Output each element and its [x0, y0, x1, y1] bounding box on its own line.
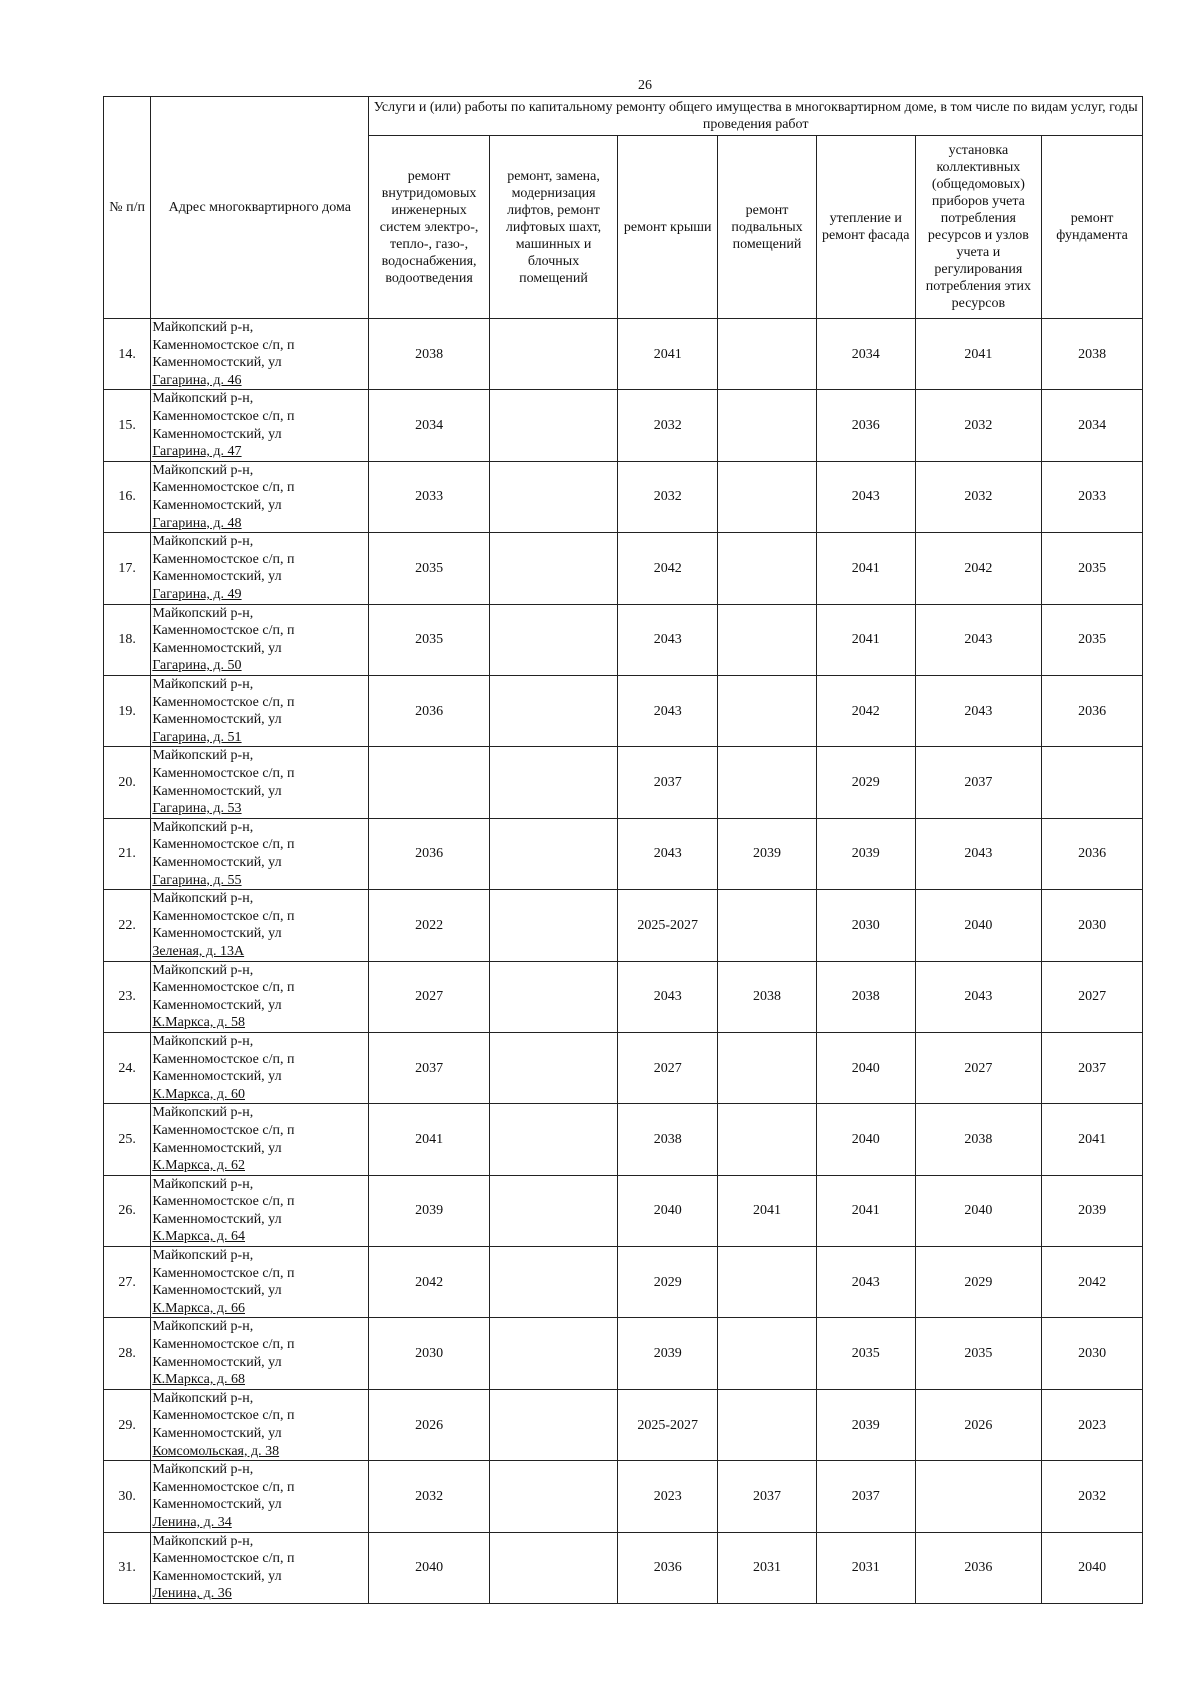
address-cell: [151, 1318, 369, 1389]
address-line: Майкопский р-н,: [152, 1390, 254, 1406]
cell-elevators: [489, 890, 618, 961]
cell-elevators: [489, 747, 618, 818]
table-row: [104, 747, 1143, 818]
row-number: 16.: [104, 461, 151, 532]
address-line: Майкопский р-н,: [152, 391, 254, 407]
address-line: Каменномостское с/п, п: [152, 1265, 295, 1281]
cell-facade: 2034: [816, 319, 915, 390]
address-line: Каменномостский, ул: [152, 854, 282, 870]
cell-meters: 2037: [915, 747, 1042, 818]
cell-meters: 2038: [915, 1104, 1042, 1175]
row-number: 15.: [104, 390, 151, 461]
cell-basement: [718, 319, 817, 390]
table-row: [104, 1532, 1143, 1603]
cell-basement: [718, 890, 817, 961]
address-line: Каменномостский, ул: [152, 497, 282, 513]
address-cell: [151, 390, 369, 461]
cell-foundation: 2042: [1042, 1247, 1143, 1318]
row-number: 19.: [104, 675, 151, 746]
address-line: Майкопский р-н,: [152, 962, 254, 978]
address-line: Каменномостское с/п, п: [152, 480, 295, 496]
cell-foundation: 2039: [1042, 1175, 1143, 1246]
address-line: Майкопский р-н,: [152, 748, 254, 764]
header-col-basement: ремонт подвальных помещений: [718, 136, 817, 319]
cell-engineering: 2040: [369, 1532, 489, 1603]
address-cell: [151, 461, 369, 532]
cell-meters: 2035: [915, 1318, 1042, 1389]
address-line: Зеленая, д. 13А: [152, 943, 245, 959]
table-row: [104, 1032, 1143, 1103]
cell-facade: 2036: [816, 390, 915, 461]
cell-elevators: [489, 818, 618, 889]
cell-foundation: 2023: [1042, 1389, 1143, 1460]
address-line: Каменномостское с/п, п: [152, 694, 295, 710]
cell-facade: 2039: [816, 818, 915, 889]
address-line: Каменномостский, ул: [152, 712, 282, 728]
cell-meters: 2042: [915, 533, 1042, 604]
cell-basement: [718, 1389, 817, 1460]
cell-meters: 2032: [915, 461, 1042, 532]
cell-engineering: 2022: [369, 890, 489, 961]
cell-elevators: [489, 604, 618, 675]
address-line: Каменномостское с/п, п: [152, 337, 295, 353]
address-cell: [151, 1461, 369, 1532]
address-line: К.Маркса, д. 66: [152, 1300, 245, 1316]
address-line: Майкопский р-н,: [152, 676, 254, 692]
cell-meters: 2043: [915, 818, 1042, 889]
cell-elevators: [489, 533, 618, 604]
address-line: Каменномостский, ул: [152, 1426, 282, 1442]
cell-elevators: [489, 390, 618, 461]
cell-meters: 2043: [915, 604, 1042, 675]
cell-meters: 2043: [915, 675, 1042, 746]
address-line: Каменномостское с/п, п: [152, 1337, 295, 1353]
address-cell: [151, 319, 369, 390]
address-line: Каменномостское с/п, п: [152, 980, 295, 996]
address-line: Гагарина, д. 49: [152, 586, 242, 602]
address-line: Каменномостский, ул: [152, 569, 282, 585]
cell-facade: 2031: [816, 1532, 915, 1603]
address-line: Каменномостский, ул: [152, 355, 282, 371]
address-line: К.Маркса, д. 64: [152, 1229, 245, 1245]
cell-roof: 2043: [618, 604, 718, 675]
cell-roof: 2040: [618, 1175, 718, 1246]
cell-engineering: [369, 747, 489, 818]
header-col-roof: ремонт крыши: [618, 136, 718, 319]
cell-basement: [718, 1104, 817, 1175]
row-number: 29.: [104, 1389, 151, 1460]
header-col-facade: утепление и ремонт фасада: [816, 136, 915, 319]
cell-roof: 2041: [618, 319, 718, 390]
cell-engineering: 2036: [369, 818, 489, 889]
cell-roof: 2025-2027: [618, 1389, 718, 1460]
cell-foundation: 2036: [1042, 818, 1143, 889]
address-line: Майкопский р-н,: [152, 462, 254, 478]
header-col-elevators: ремонт, замена, модернизация лифтов, ремонт лифтовых шахт, машинных и блочных помещений: [489, 136, 618, 319]
table-row: [104, 319, 1143, 390]
table-row: [104, 675, 1143, 746]
cell-meters: [915, 1461, 1042, 1532]
address-line: Гагарина, д. 51: [152, 729, 242, 745]
address-line: К.Маркса, д. 68: [152, 1372, 245, 1388]
address-line: Комсомольская, д. 38: [152, 1443, 280, 1459]
cell-basement: 2037: [718, 1461, 817, 1532]
cell-elevators: [489, 319, 618, 390]
cell-basement: 2039: [718, 818, 817, 889]
header-address: Адрес многоквартирного дома: [151, 97, 369, 319]
cell-basement: [718, 604, 817, 675]
cell-roof: 2032: [618, 390, 718, 461]
address-line: Майкопский р-н,: [152, 605, 254, 621]
address-line: Каменномостский, ул: [152, 640, 282, 656]
address-line: Майкопский р-н,: [152, 1033, 254, 1049]
cell-roof: 2043: [618, 961, 718, 1032]
cell-basement: [718, 747, 817, 818]
address-line: Каменномостский, ул: [152, 426, 282, 442]
table-row: [104, 890, 1143, 961]
address-cell: [151, 533, 369, 604]
cell-roof: 2042: [618, 533, 718, 604]
header-col-foundation: ремонт фундамента: [1042, 136, 1143, 319]
address-line: Гагарина, д. 48: [152, 515, 242, 531]
header-services-group: Услуги и (или) работы по капитальному ремонту общего имущества в многоквартирном доме, в том числе по видам услуг, годы проведения работ: [369, 97, 1143, 136]
cell-foundation: 2033: [1042, 461, 1143, 532]
cell-facade: 2041: [816, 1175, 915, 1246]
cell-foundation: 2035: [1042, 604, 1143, 675]
address-line: Гагарина, д. 55: [152, 872, 242, 888]
cell-roof: 2037: [618, 747, 718, 818]
cell-basement: 2041: [718, 1175, 817, 1246]
cell-basement: [718, 461, 817, 532]
table-row: [104, 1175, 1143, 1246]
address-cell: [151, 1032, 369, 1103]
cell-engineering: 2041: [369, 1104, 489, 1175]
cell-facade: 2040: [816, 1104, 915, 1175]
address-line: Каменномостское с/п, п: [152, 765, 295, 781]
table-row: [104, 1247, 1143, 1318]
cell-elevators: [489, 1389, 618, 1460]
cell-engineering: 2035: [369, 604, 489, 675]
row-number: 18.: [104, 604, 151, 675]
cell-engineering: 2037: [369, 1032, 489, 1103]
address-line: Гагарина, д. 46: [152, 372, 242, 388]
cell-meters: 2040: [915, 890, 1042, 961]
address-line: Майкопский р-н,: [152, 320, 254, 336]
cell-facade: 2029: [816, 747, 915, 818]
address-line: Ленина, д. 34: [152, 1515, 232, 1531]
cell-engineering: 2042: [369, 1247, 489, 1318]
cell-basement: [718, 533, 817, 604]
header-col-engineering: ремонт внутридомовых инженерных систем электро-, тепло-, газо-, водоснабжения, водоотведения: [369, 136, 489, 319]
cell-engineering: 2030: [369, 1318, 489, 1389]
address-line: Майкопский р-н,: [152, 1533, 254, 1549]
cell-elevators: [489, 1175, 618, 1246]
address-line: Каменномостское с/п, п: [152, 1051, 295, 1067]
address-line: Каменномостский, ул: [152, 1354, 282, 1370]
cell-foundation: 2027: [1042, 961, 1143, 1032]
cell-engineering: 2035: [369, 533, 489, 604]
address-line: Каменномостский, ул: [152, 1140, 282, 1156]
address-line: Майкопский р-н,: [152, 819, 254, 835]
address-line: Каменномостский, ул: [152, 997, 282, 1013]
cell-elevators: [489, 961, 618, 1032]
header-col-meters: установка коллективных (общедомовых) приборов учета потребления ресурсов и узлов учета и регулирования потребления этих ресурсов: [915, 136, 1042, 319]
address-line: Майкопский р-н,: [152, 534, 254, 550]
cell-foundation: 2030: [1042, 890, 1143, 961]
address-cell: [151, 1247, 369, 1318]
cell-elevators: [489, 1104, 618, 1175]
cell-elevators: [489, 1247, 618, 1318]
address-cell: [151, 1389, 369, 1460]
table-row: [104, 1461, 1143, 1532]
cell-meters: 2032: [915, 390, 1042, 461]
page-number: 26: [638, 78, 652, 93]
table-row: [104, 604, 1143, 675]
capital-repair-table: [103, 96, 1143, 1604]
address-cell: [151, 747, 369, 818]
address-line: Майкопский р-н,: [152, 1319, 254, 1335]
cell-roof: 2043: [618, 675, 718, 746]
cell-roof: 2039: [618, 1318, 718, 1389]
address-line: Каменномостское с/п, п: [152, 1122, 295, 1138]
address-line: К.Маркса, д. 58: [152, 1015, 245, 1031]
cell-engineering: 2033: [369, 461, 489, 532]
cell-facade: 2037: [816, 1461, 915, 1532]
address-cell: [151, 604, 369, 675]
table-body: [104, 319, 1143, 1604]
cell-facade: 2030: [816, 890, 915, 961]
address-line: Майкопский р-н,: [152, 1105, 254, 1121]
table-row: [104, 390, 1143, 461]
cell-basement: [718, 390, 817, 461]
cell-elevators: [489, 461, 618, 532]
cell-foundation: 2041: [1042, 1104, 1143, 1175]
address-line: Каменномостский, ул: [152, 1069, 282, 1085]
cell-facade: 2043: [816, 1247, 915, 1318]
address-line: Каменномостское с/п, п: [152, 1479, 295, 1495]
address-line: Каменномостский, ул: [152, 1497, 282, 1513]
cell-engineering: 2038: [369, 319, 489, 390]
address-line: Каменномостское с/п, п: [152, 1408, 295, 1424]
address-line: К.Маркса, д. 62: [152, 1158, 245, 1174]
address-line: Каменномостский, ул: [152, 783, 282, 799]
address-line: Каменномостский, ул: [152, 926, 282, 942]
cell-engineering: 2034: [369, 390, 489, 461]
address-line: Гагарина, д. 50: [152, 658, 242, 674]
cell-meters: 2036: [915, 1532, 1042, 1603]
row-number: 23.: [104, 961, 151, 1032]
table-row: [104, 533, 1143, 604]
address-line: Каменномостское с/п, п: [152, 908, 295, 924]
address-line: Каменномостский, ул: [152, 1283, 282, 1299]
cell-facade: 2041: [816, 604, 915, 675]
cell-facade: 2038: [816, 961, 915, 1032]
cell-meters: 2043: [915, 961, 1042, 1032]
address-line: Каменномостское с/п, п: [152, 1194, 295, 1210]
address-cell: [151, 818, 369, 889]
cell-elevators: [489, 1318, 618, 1389]
address-line: Майкопский р-н,: [152, 891, 254, 907]
cell-roof: 2025-2027: [618, 890, 718, 961]
cell-roof: 2027: [618, 1032, 718, 1103]
cell-facade: 2043: [816, 461, 915, 532]
address-cell: [151, 1104, 369, 1175]
cell-basement: 2031: [718, 1532, 817, 1603]
cell-foundation: 2038: [1042, 319, 1143, 390]
address-line: Майкопский р-н,: [152, 1462, 254, 1478]
row-number: 17.: [104, 533, 151, 604]
cell-foundation: 2036: [1042, 675, 1143, 746]
address-line: Каменномостское с/п, п: [152, 623, 295, 639]
table-row: [104, 461, 1143, 532]
table-row: [104, 1389, 1143, 1460]
header-num: № п/п: [104, 97, 151, 319]
cell-facade: 2042: [816, 675, 915, 746]
address-line: Каменномостский, ул: [152, 1568, 282, 1584]
cell-engineering: 2032: [369, 1461, 489, 1532]
address-cell: [151, 961, 369, 1032]
cell-engineering: 2039: [369, 1175, 489, 1246]
row-number: 22.: [104, 890, 151, 961]
row-number: 27.: [104, 1247, 151, 1318]
cell-basement: [718, 675, 817, 746]
cell-engineering: 2036: [369, 675, 489, 746]
cell-roof: 2029: [618, 1247, 718, 1318]
address-cell: [151, 1175, 369, 1246]
row-number: 24.: [104, 1032, 151, 1103]
cell-meters: 2027: [915, 1032, 1042, 1103]
cell-basement: [718, 1247, 817, 1318]
cell-elevators: [489, 1032, 618, 1103]
address-cell: [151, 1532, 369, 1603]
cell-basement: 2038: [718, 961, 817, 1032]
cell-meters: 2029: [915, 1247, 1042, 1318]
address-line: Ленина, д. 36: [152, 1586, 232, 1602]
cell-elevators: [489, 1461, 618, 1532]
cell-roof: 2036: [618, 1532, 718, 1603]
cell-facade: 2041: [816, 533, 915, 604]
cell-roof: 2043: [618, 818, 718, 889]
cell-engineering: 2027: [369, 961, 489, 1032]
table-row: [104, 818, 1143, 889]
row-number: 20.: [104, 747, 151, 818]
cell-elevators: [489, 1532, 618, 1603]
cell-meters: 2041: [915, 319, 1042, 390]
row-number: 14.: [104, 319, 151, 390]
cell-foundation: 2030: [1042, 1318, 1143, 1389]
table-row: [104, 1104, 1143, 1175]
address-line: Майкопский р-н,: [152, 1248, 254, 1264]
cell-basement: [718, 1318, 817, 1389]
cell-roof: 2038: [618, 1104, 718, 1175]
cell-foundation: 2040: [1042, 1532, 1143, 1603]
address-line: Гагарина, д. 47: [152, 444, 242, 460]
cell-meters: 2040: [915, 1175, 1042, 1246]
cell-basement: [718, 1032, 817, 1103]
cell-foundation: 2034: [1042, 390, 1143, 461]
cell-foundation: 2032: [1042, 1461, 1143, 1532]
address-line: Каменномостское с/п, п: [152, 837, 295, 853]
row-number: 28.: [104, 1318, 151, 1389]
address-line: К.Маркса, д. 60: [152, 1086, 245, 1102]
row-number: 25.: [104, 1104, 151, 1175]
address-line: Каменномостский, ул: [152, 1211, 282, 1227]
cell-facade: 2039: [816, 1389, 915, 1460]
cell-facade: 2035: [816, 1318, 915, 1389]
table-row: [104, 1318, 1143, 1389]
row-number: 31.: [104, 1532, 151, 1603]
table-row: [104, 961, 1143, 1032]
cell-facade: 2040: [816, 1032, 915, 1103]
cell-meters: 2026: [915, 1389, 1042, 1460]
cell-foundation: 2035: [1042, 533, 1143, 604]
cell-elevators: [489, 675, 618, 746]
cell-roof: 2023: [618, 1461, 718, 1532]
row-number: 30.: [104, 1461, 151, 1532]
address-line: Гагарина, д. 53: [152, 801, 242, 817]
row-number: 26.: [104, 1175, 151, 1246]
address-cell: [151, 890, 369, 961]
row-number: 21.: [104, 818, 151, 889]
address-line: Каменномостское с/п, п: [152, 551, 295, 567]
cell-foundation: [1042, 747, 1143, 818]
address-cell: [151, 675, 369, 746]
address-line: Майкопский р-н,: [152, 1176, 254, 1192]
cell-roof: 2032: [618, 461, 718, 532]
address-line: Каменномостское с/п, п: [152, 409, 295, 424]
cell-engineering: 2026: [369, 1389, 489, 1460]
cell-foundation: 2037: [1042, 1032, 1143, 1103]
address-line: Каменномостское с/п, п: [152, 1551, 295, 1567]
